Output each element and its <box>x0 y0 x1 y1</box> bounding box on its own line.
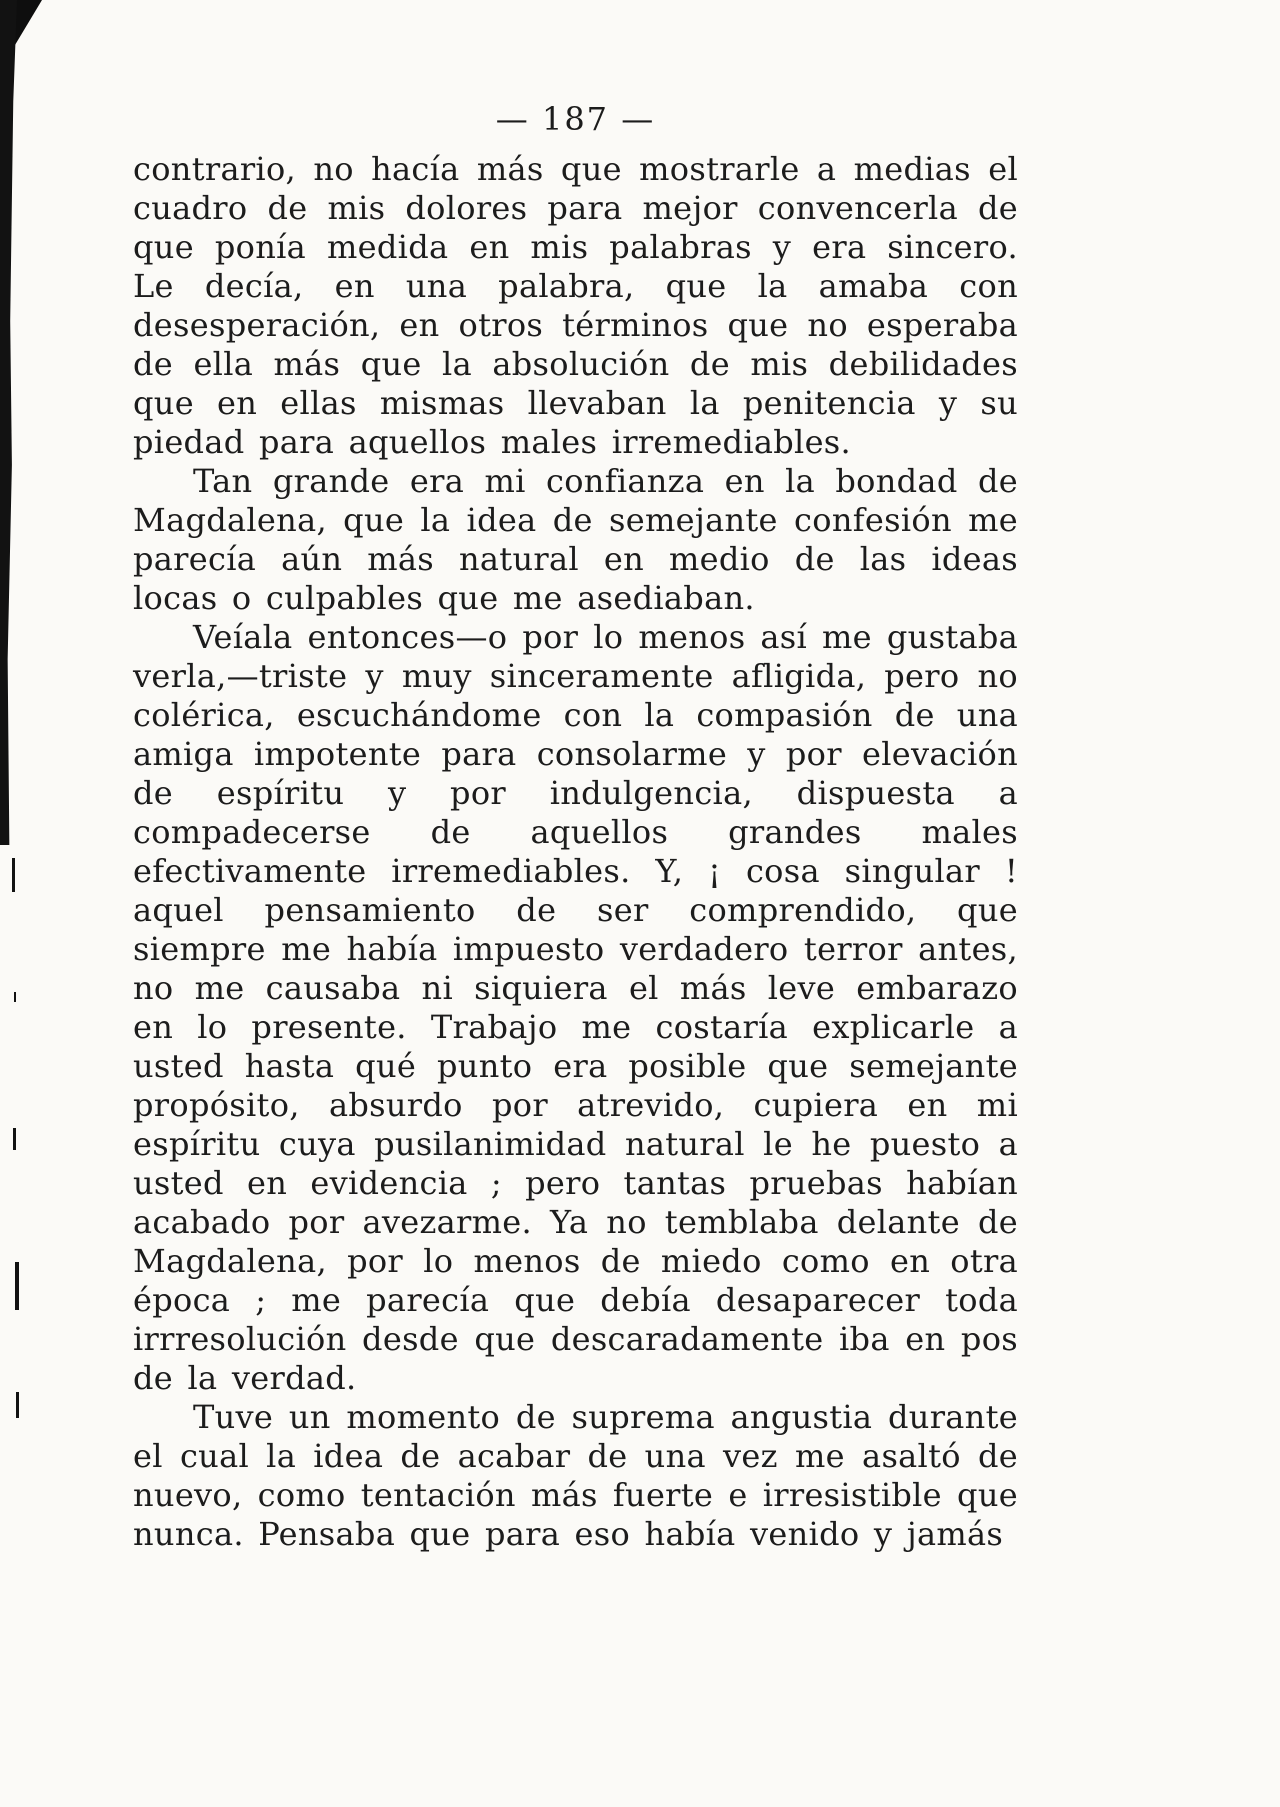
paragraph: Tan grande era mi confianza en la bondad de Magdalena, que la idea de semejante confesión me parecía aún más natural en medio de las ideas locas o culpables que me asediaban. <box>133 462 1018 617</box>
scan-artifact-left-bar <box>0 0 17 845</box>
paragraph: Tuve un momento de suprema angustia durante el cual la idea de acabar de una vez me asaltó de nuevo, como tentación más fuerte e irresistible que nunca. Pensaba que para eso había venido y jamás <box>133 1398 1018 1553</box>
page-text-block <box>133 150 1018 1554</box>
page-number: — 187 — <box>495 100 656 138</box>
paragraph: Veíala entonces—o por lo menos así me gustaba verla,—triste y muy sinceramente afligida, pero no colérica, escuchándome con la compasión de una amiga impotente para consolarme y por elevación de espíritu y por indulgencia, dispuesta a compadecerse de aquellos grandes males efectivamente irremediables. Y, ¡ cosa singular ! aquel pensamiento de ser comprendido, que siempre me había impuesto verdadero terror antes, no me causaba ni siquiera el más leve embarazo en lo presente. Trabajo me costaría explicarle a usted hasta qué punto era posible que semejante propósito, absurdo por atrevido, cupiera en mi espíritu cuya pusilanimidad natural le he puesto a usted en evidencia ; pero tantas pruebas habían acabado por avezarme. Ya no temblaba delante de Magdalena, por lo menos de miedo como en otra época ; me parecía que debía desaparecer toda irrresolución desde que descaradamente iba en pos de la verdad. <box>133 618 1018 1397</box>
scan-artifact-tick <box>12 858 15 892</box>
scan-artifact-tick <box>14 992 16 1002</box>
scan-artifact-tick <box>13 1128 16 1150</box>
scan-artifact-tick <box>16 1392 19 1418</box>
paragraph-continuation: contrario, no hacía más que mostrarle a medias el cuadro de mis dolores para mejor convencerla de que ponía medida en mis palabras y era sincero. Le decía, en una palabra, que la amaba con desesperación, en otros términos que no esperaba de ella más que la absolución de mis debilidades que en ellas mismas llevaban la penitencia y su piedad para aquellos males irremediables. <box>133 150 1018 461</box>
scan-artifact-tick <box>15 1262 19 1310</box>
